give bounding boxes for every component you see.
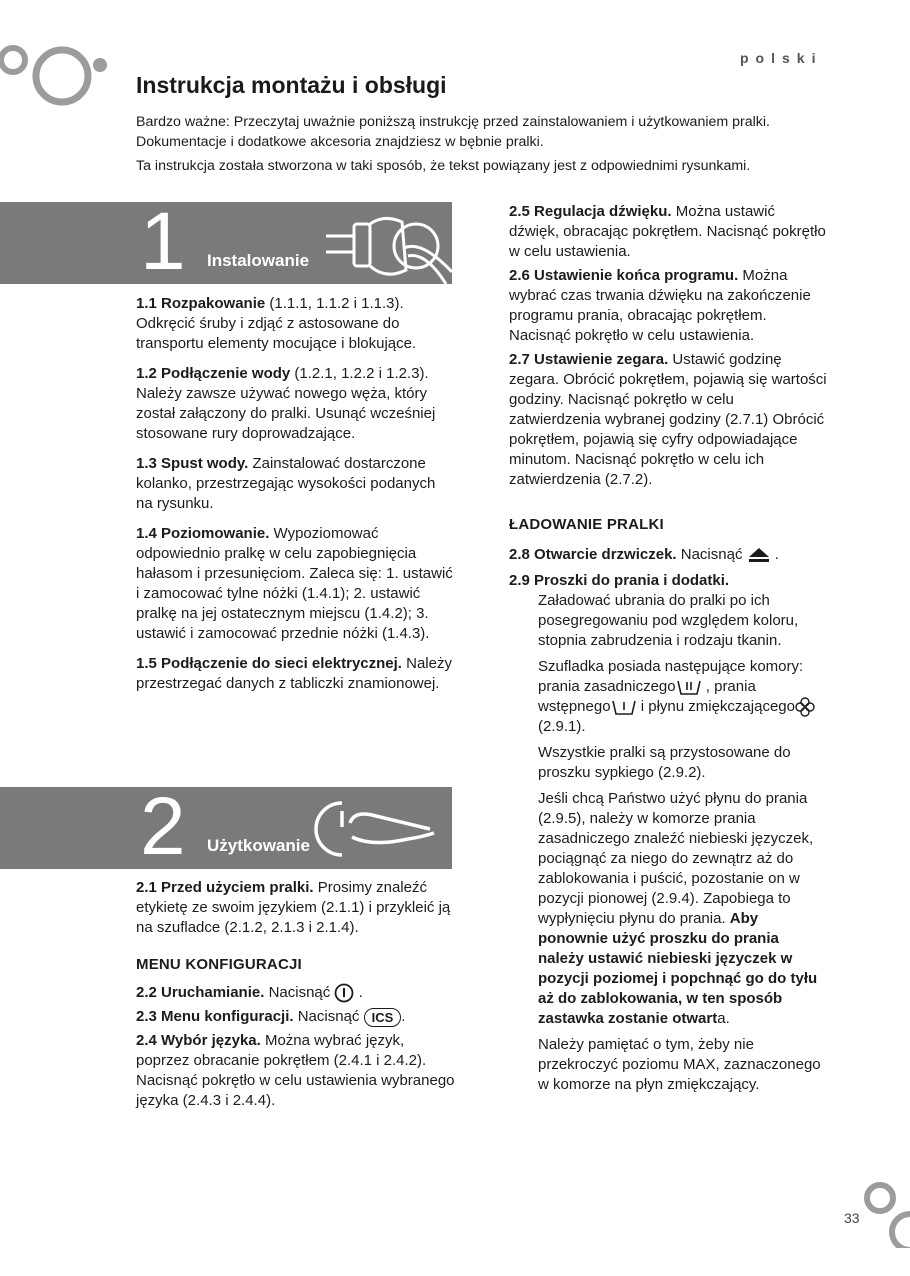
section-1-label: Instalowanie	[207, 251, 310, 270]
decor-circles-icon	[858, 1178, 910, 1248]
section-1-content	[136, 294, 456, 694]
plug-icon	[322, 210, 452, 284]
list-item: 2.7 Ustawienie zegara. Ustawić godzinę zegara. Obrócić pokrętłem, pojawią się wartości godziny. Nacisnąć pokrętło w celu zatwierdzenia wybranej godziny (2.7.1) Obrócić pokrętłem, pojawią się cyfry odpowiadające minutom. Nacisnąć pokrętło w celu ich zatwierdzenia (2.7.2).	[509, 351, 827, 488]
loading-heading: ŁADOWANIE PRALKI	[509, 516, 664, 533]
list-item: 2.5 Regulacja dźwięku. Można ustawić dźwięk, obracając pokrętłem. Nacisnąć pokrętło w celu ustawienia.	[509, 203, 826, 260]
section-1-number: 1	[140, 202, 186, 284]
eject-icon	[747, 546, 771, 564]
section-1-banner	[0, 202, 452, 284]
menu-config-heading: MENU KONFIGURACJI	[136, 956, 302, 973]
list-item: 2.9 Proszki do prania i dodatki. Załadować ubrania do pralki po ich posegregowaniu pod względem koloru, stopnia zabrudzenia i rodzaju tkanin.	[509, 572, 799, 649]
list-item: 2.2 Uruchamianie. Nacisnąć .	[136, 983, 456, 1003]
list-item: 2.8 Otwarcie drzwiczek. Nacisnąć .	[509, 546, 779, 563]
fabric-softener-flower-icon	[795, 697, 815, 717]
list-item: 1.4 Poziomowanie. Wypoziomować odpowiednio pralkę w celu zapobiegnięcia hałasom i przesunięciom. Zaleca się: 1. ustawić i zamocować tylne nóżki (1.4.1); 2. ustawić pralkę na jej ostatecznym miejscu (1.4.2); 3. ustawić i zamocować przednie nóżki (1.4.3).	[136, 525, 453, 642]
list-item: 1.2 Podłączenie wody (1.2.1, 1.2.2 i 1.2.3). Należy zawsze używać nowego węża, który został załączony do pralki. Usunąć wcześniej stosowane rury doprowadzające.	[136, 365, 436, 442]
right-column	[509, 202, 827, 1095]
list-item: 1.1 Rozpakowanie (1.1.1, 1.1.2 i 1.1.3). Odkręcić śruby i zdjąć z astosowane do transportu elementy mocujące i blokujące.	[136, 295, 417, 352]
compartments-paragraph: Szufladka posiada następujące komory: prania zasadniczego , prania wstępnego i płynu zmiękczającego (2.9.1).	[509, 657, 827, 737]
list-item: 2.6 Ustawienie końca programu. Można wybrać czas trwania dźwięku na zakończenie programu prania, obracając pokrętłem. Nacisnąć pokrętło w celu ustawienia.	[509, 267, 811, 344]
liquid-detergent-paragraph: Jeśli chcą Państwo użyć płynu do prania (2.9.5), należy w komorze prania zasadniczego znaleźć niebieski języczek, pociągnąć za niego do zewnątrz aż do zablokowania i puścić, pozostanie on w pozycji pionowej (2.9.4). Zapobiega to wypłynięciu płynu do prania. Aby ponownie użyć proszku do prania należy ustawić niebieski języczek w pozycji poziomej i popchnąć go do tyłu aż do zablokowania, w ten sposób zastawka zostanie otwarta.	[538, 790, 818, 1028]
section-2-label: Użytkowanie	[207, 836, 310, 855]
page-title: Instrukcja montażu i obsługi	[136, 72, 447, 98]
ics-icon: ICS	[364, 1008, 402, 1027]
list-item: 1.5 Podłączenie do sieci elektrycznej. Należy przestrzegać danych z tabliczki znamionowej.	[136, 655, 452, 692]
power-icon	[334, 983, 354, 1003]
prewash-icon	[611, 698, 637, 716]
intro-line-2: Dokumentacje i dodatkowe akcesoria znajdziesz w bębnie pralki.	[136, 134, 544, 150]
list-item: 2.1 Przed użyciem pralki. Prosimy znaleźć etykietę ze swoim językiem (2.1.1) i przykleić ją na szufladce (2.1.2, 2.1.3 i 2.1.4).	[136, 879, 451, 936]
list-item: 2.3 Menu konfiguracji. Nacisnąć ICS .	[136, 1008, 406, 1026]
finger-press-icon	[312, 793, 452, 869]
max-level-paragraph: Należy pamiętać o tym, żeby nie przekroczyć poziomu MAX, zaznaczonego w komorze na płyn zmiękczający.	[538, 1036, 821, 1094]
main-wash-icon	[676, 678, 702, 696]
list-item: 2.4 Wybór języka. Można wybrać język, poprzez obracanie pokrętłem (2.4.1 i 2.4.2). Nacisnąć pokrętło w celu ustawienia wybranego języka (2.4.3 i 2.4.4).	[136, 1032, 455, 1110]
logo-circles-icon	[0, 38, 110, 118]
section-2-content	[136, 878, 456, 1111]
intro-line-3: Ta instrukcja została stworzona w taki sposób, że tekst powiązany jest z odpowiednimi rysunkami.	[136, 158, 751, 174]
intro-line-1: Bardzo ważne: Przeczytaj uważnie poniższą instrukcję przed zainstalowaniem i użytkowaniem pralki.	[136, 114, 770, 130]
section-2-banner	[0, 787, 452, 869]
powder-paragraph: Wszystkie pralki są przystosowane do proszku sypkiego (2.9.2).	[538, 744, 791, 782]
section-2-number: 2	[140, 787, 186, 869]
language-label: polski	[740, 50, 823, 66]
page-number: 33	[844, 1210, 860, 1226]
list-item: 1.3 Spust wody. Zainstalować dostarczone kolanko, przestrzegając wysokości podanych na rysunku.	[136, 455, 436, 512]
